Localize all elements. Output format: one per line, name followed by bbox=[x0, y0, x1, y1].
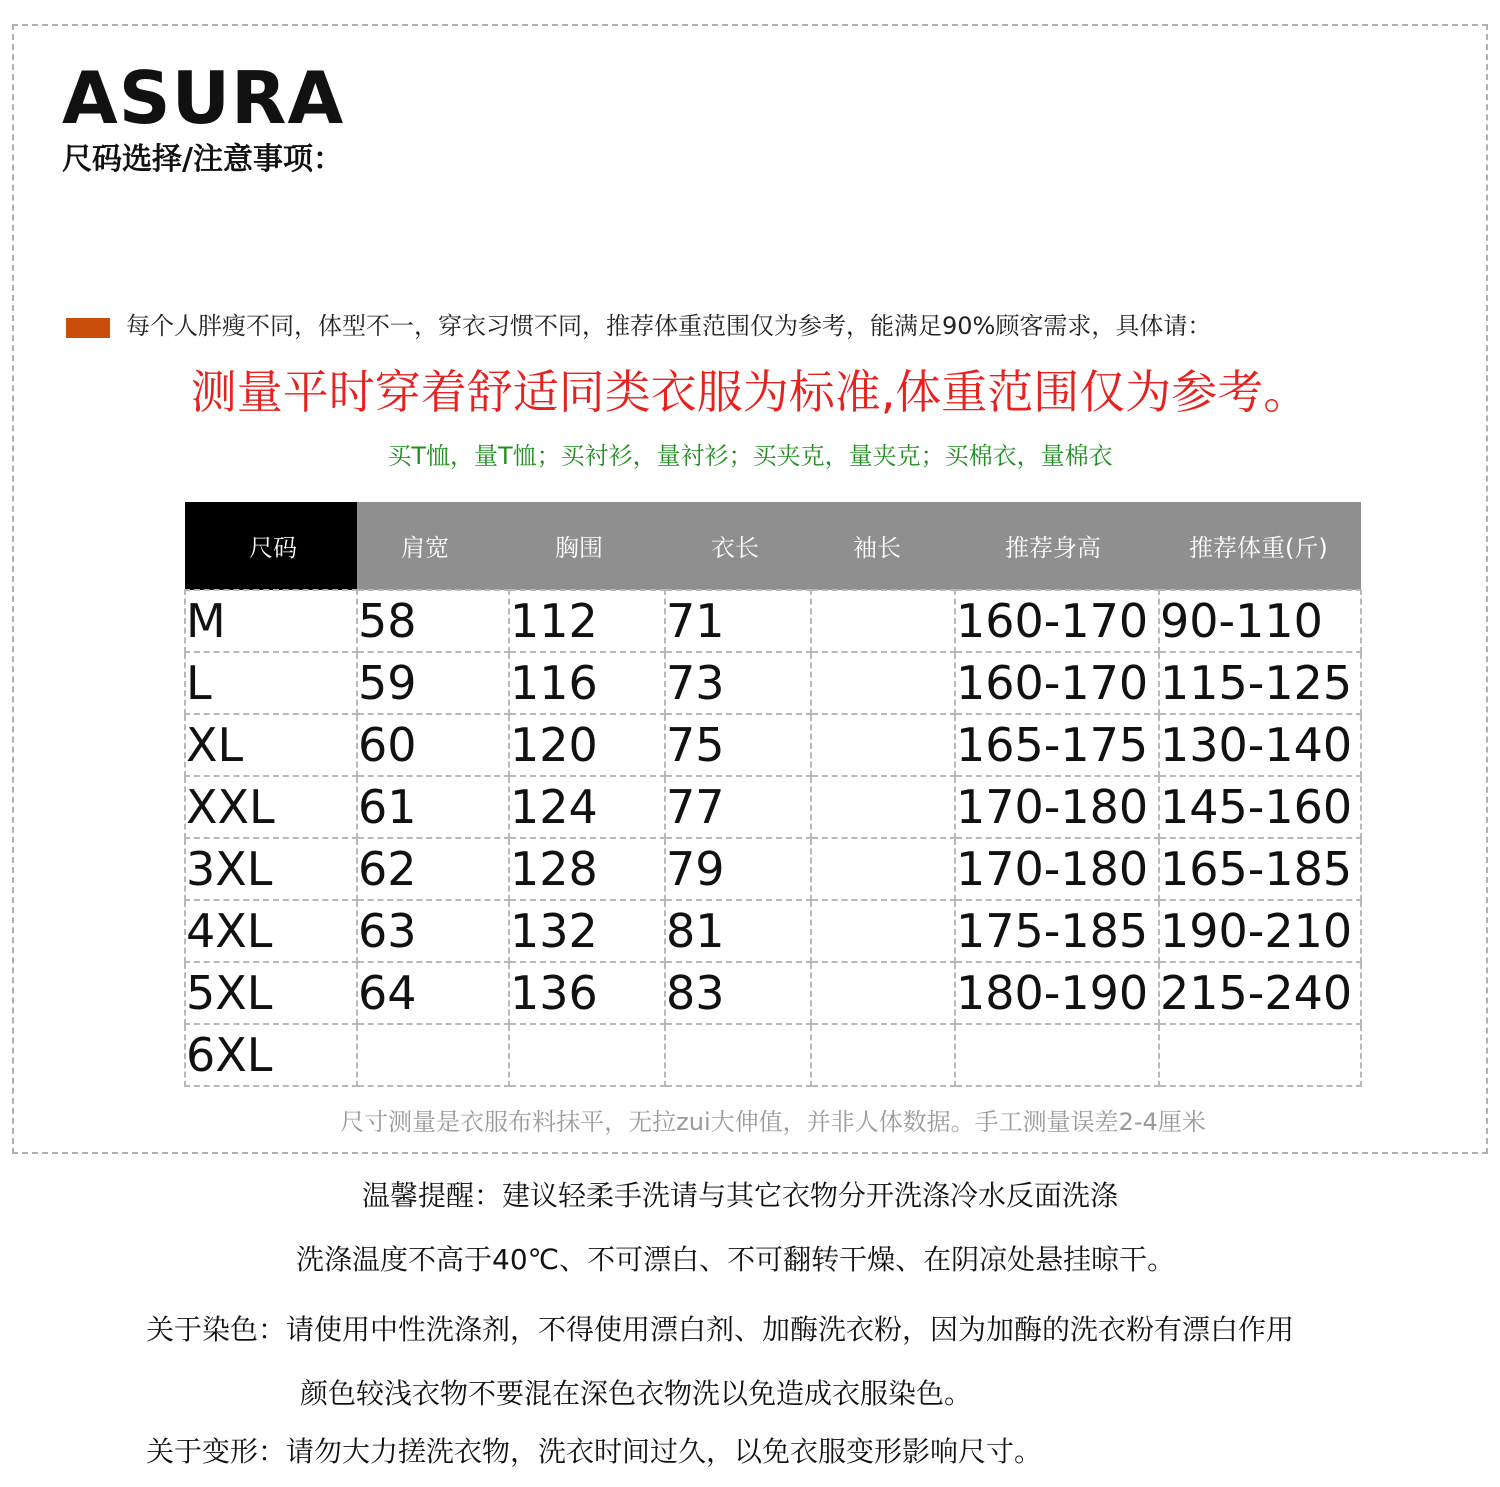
cell-size: 5XL bbox=[185, 962, 357, 1024]
cell-weight: 90-110 bbox=[1159, 590, 1361, 652]
care-dye: 关于染色：请使用中性洗涤剂，不得使用漂白剂、加酶洗衣粉，因为加酶的洗衣粉有漂白作用 bbox=[146, 1313, 1295, 1346]
cell-chest bbox=[509, 1024, 665, 1086]
notice-highlight: 测量平时穿着舒适同类衣服为标准,体重范围仅为参考。 bbox=[190, 365, 1310, 419]
cell-size: L bbox=[185, 652, 357, 714]
care-dye-detail: 颜色较浅衣物不要混在深色衣物洗以免造成衣服染色。 bbox=[300, 1377, 973, 1410]
cell-weight: 190-210 bbox=[1159, 900, 1361, 962]
measurement-footnote: 尺寸测量是衣服布料抹平，无拉zui大伸值，并非人体数据。手工测量误差2-4厘米 bbox=[340, 1108, 1206, 1136]
cell-sleeve bbox=[811, 652, 955, 714]
cell-length bbox=[665, 1024, 811, 1086]
header-size: 尺码 bbox=[185, 502, 357, 590]
cell-length: 83 bbox=[665, 962, 811, 1024]
table-row bbox=[185, 900, 1361, 962]
notice-tip: 买T恤，量T恤；买衬衫，量衬衫；买夹克，量夹克；买棉衣，量棉衣 bbox=[387, 442, 1113, 470]
cell-shoulder: 58 bbox=[357, 590, 509, 652]
cell-length: 81 bbox=[665, 900, 811, 962]
cell-sleeve bbox=[811, 590, 955, 652]
cell-sleeve bbox=[811, 1024, 955, 1086]
header-shoulder: 肩宽 bbox=[357, 502, 509, 590]
cell-chest: 128 bbox=[509, 838, 665, 900]
cell-weight bbox=[1159, 1024, 1361, 1086]
cell-shoulder bbox=[357, 1024, 509, 1086]
cell-shoulder: 60 bbox=[357, 714, 509, 776]
header-height: 推荐身高 bbox=[955, 502, 1159, 590]
cell-sleeve bbox=[811, 962, 955, 1024]
table-row bbox=[185, 714, 1361, 776]
table-row bbox=[185, 776, 1361, 838]
size-table bbox=[184, 502, 1362, 1087]
cell-sleeve bbox=[811, 900, 955, 962]
cell-weight: 130-140 bbox=[1159, 714, 1361, 776]
brand-logo: ASURA bbox=[62, 56, 345, 140]
cell-height: 170-180 bbox=[955, 838, 1159, 900]
cell-shoulder: 62 bbox=[357, 838, 509, 900]
cell-size: 3XL bbox=[185, 838, 357, 900]
table-row bbox=[185, 838, 1361, 900]
table-header-row bbox=[185, 502, 1361, 590]
cell-chest: 132 bbox=[509, 900, 665, 962]
notice-line: 每个人胖瘦不同，体型不一，穿衣习惯不同，推荐体重范围仅为参考，能满足90%顾客需求，具体请： bbox=[126, 312, 1212, 340]
cell-weight: 215-240 bbox=[1159, 962, 1361, 1024]
cell-length: 77 bbox=[665, 776, 811, 838]
table-row bbox=[185, 652, 1361, 714]
cell-shoulder: 61 bbox=[357, 776, 509, 838]
cell-weight: 115-125 bbox=[1159, 652, 1361, 714]
cell-height bbox=[955, 1024, 1159, 1086]
cell-height: 170-180 bbox=[955, 776, 1159, 838]
cell-weight: 145-160 bbox=[1159, 776, 1361, 838]
cell-size: M bbox=[185, 590, 357, 652]
cell-chest: 124 bbox=[509, 776, 665, 838]
cell-height: 180-190 bbox=[955, 962, 1159, 1024]
cell-length: 79 bbox=[665, 838, 811, 900]
header-sleeve: 袖长 bbox=[811, 502, 955, 590]
cell-shoulder: 63 bbox=[357, 900, 509, 962]
cell-height: 160-170 bbox=[955, 590, 1159, 652]
cell-sleeve bbox=[811, 838, 955, 900]
header-chest: 胸围 bbox=[509, 502, 665, 590]
care-reminder: 温馨提醒：建议轻柔手洗请与其它衣物分开洗涤冷水反面洗涤 bbox=[362, 1179, 1119, 1212]
cell-weight: 165-185 bbox=[1159, 838, 1361, 900]
header-length: 衣长 bbox=[665, 502, 811, 590]
cell-height: 160-170 bbox=[955, 652, 1159, 714]
table-row bbox=[185, 962, 1361, 1024]
cell-chest: 112 bbox=[509, 590, 665, 652]
cell-length: 71 bbox=[665, 590, 811, 652]
note-marker bbox=[66, 318, 110, 338]
cell-chest: 116 bbox=[509, 652, 665, 714]
cell-size: XXL bbox=[185, 776, 357, 838]
cell-chest: 136 bbox=[509, 962, 665, 1024]
cell-height: 165-175 bbox=[955, 714, 1159, 776]
care-temperature: 洗涤温度不高于40℃、不可漂白、不可翻转干燥、在阴凉处悬挂晾干。 bbox=[296, 1243, 1176, 1276]
cell-length: 73 bbox=[665, 652, 811, 714]
cell-size: 4XL bbox=[185, 900, 357, 962]
cell-size: 6XL bbox=[185, 1024, 357, 1086]
page-subtitle: 尺码选择/注意事项： bbox=[62, 142, 343, 177]
care-deform: 关于变形：请勿大力搓洗衣物，洗衣时间过久，以免衣服变形影响尺寸。 bbox=[146, 1435, 1043, 1468]
table-row bbox=[185, 590, 1361, 652]
cell-shoulder: 64 bbox=[357, 962, 509, 1024]
cell-shoulder: 59 bbox=[357, 652, 509, 714]
cell-sleeve bbox=[811, 714, 955, 776]
cell-chest: 120 bbox=[509, 714, 665, 776]
cell-size: XL bbox=[185, 714, 357, 776]
cell-length: 75 bbox=[665, 714, 811, 776]
cell-sleeve bbox=[811, 776, 955, 838]
table-row bbox=[185, 1024, 1361, 1086]
cell-height: 175-185 bbox=[955, 900, 1159, 962]
header-weight: 推荐体重(斤) bbox=[1159, 502, 1361, 590]
